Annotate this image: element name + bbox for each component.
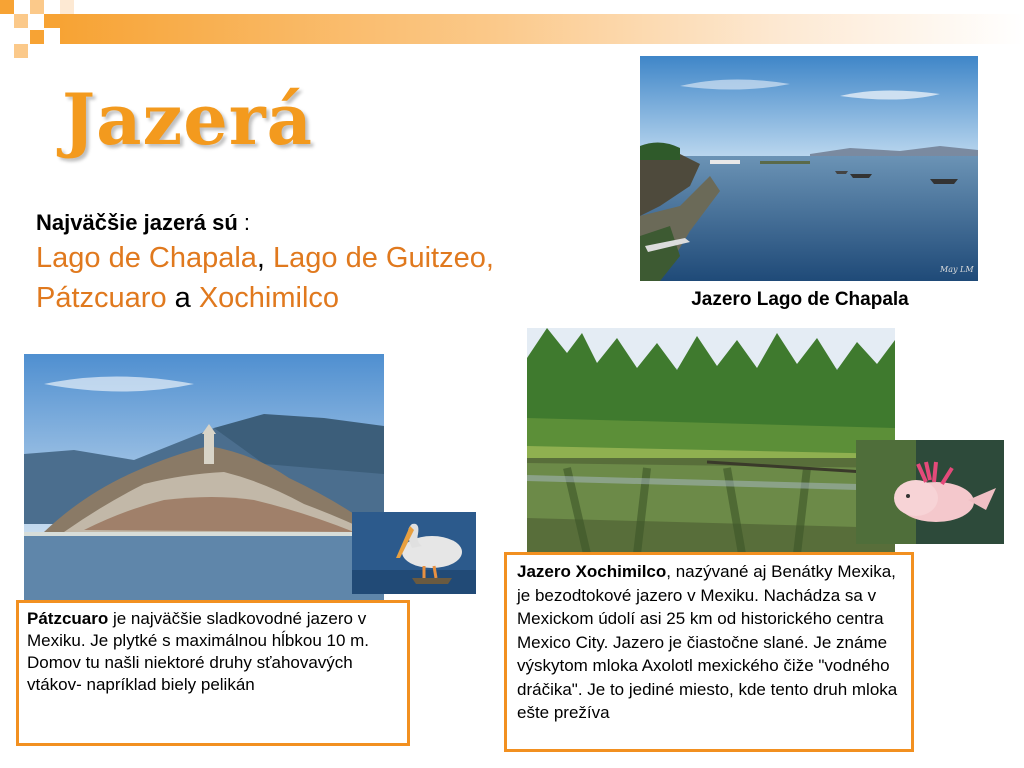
decor-square: [30, 0, 44, 14]
patzcuaro-text: je najväčšie sladkovodné jazero v Mexiku. Je plytké s maximálnou hĺbkou 10 m. Domov tu našli niektoré druhy sťahovavých vtákov- napríklad biely pelikán: [27, 609, 370, 694]
intro-colon: :: [237, 210, 251, 235]
xochimilco-text: , nazývané aj Benátky Mexika, je bezodtokové jazero v Mexiku. Nachádza sa v Mexickom údolí asi 25 km od historického centra Mexico City. Jazero je čiastočne slané. Je známe výskytom mloka Axolotl mexického čiže "vodného dráčika". Je to jediné miesto, kde tento druh mloka ešte prežíva: [517, 562, 898, 722]
intro-lead-text: Najväčšie jazerá sú: [36, 210, 238, 235]
separator: a: [166, 282, 199, 314]
xochimilco-lake-photo: [527, 328, 895, 554]
decor-square: [30, 30, 44, 44]
decor-square: [14, 14, 28, 28]
intro-lead: [36, 208, 494, 238]
patzcuaro-lake-photo: [24, 354, 384, 600]
lake-name: Lago de Guitzeo,: [273, 242, 494, 274]
xochimilco-name: Jazero Xochimilco: [517, 562, 667, 581]
separator: ,: [256, 242, 274, 274]
lake-list-line-1: [36, 238, 494, 278]
axolotl-photo: [856, 440, 1004, 544]
lake-list-line-2: [36, 278, 494, 318]
decor-square: [44, 14, 60, 28]
intro-text: [36, 208, 494, 318]
photo-signature: May LM: [940, 265, 974, 274]
orange-gradient-band: [60, 14, 1024, 44]
slide-title: Jazerá: [62, 78, 313, 161]
lake-name: Lago de Chapala: [36, 242, 257, 274]
pelican-photo: [352, 512, 476, 594]
decor-square: [60, 0, 74, 14]
xochimilco-description: [504, 552, 914, 752]
patzcuaro-name: Pátzcuaro: [27, 609, 109, 628]
chapala-caption: Jazero Lago de Chapala: [691, 289, 909, 310]
decor-square: [0, 0, 14, 14]
lake-name: Pátzcuaro: [36, 282, 167, 314]
decor-square: [14, 44, 28, 58]
chapala-lake-photo: [640, 56, 978, 281]
patzcuaro-description: [16, 600, 410, 746]
lake-name: Xochimilco: [198, 282, 340, 314]
